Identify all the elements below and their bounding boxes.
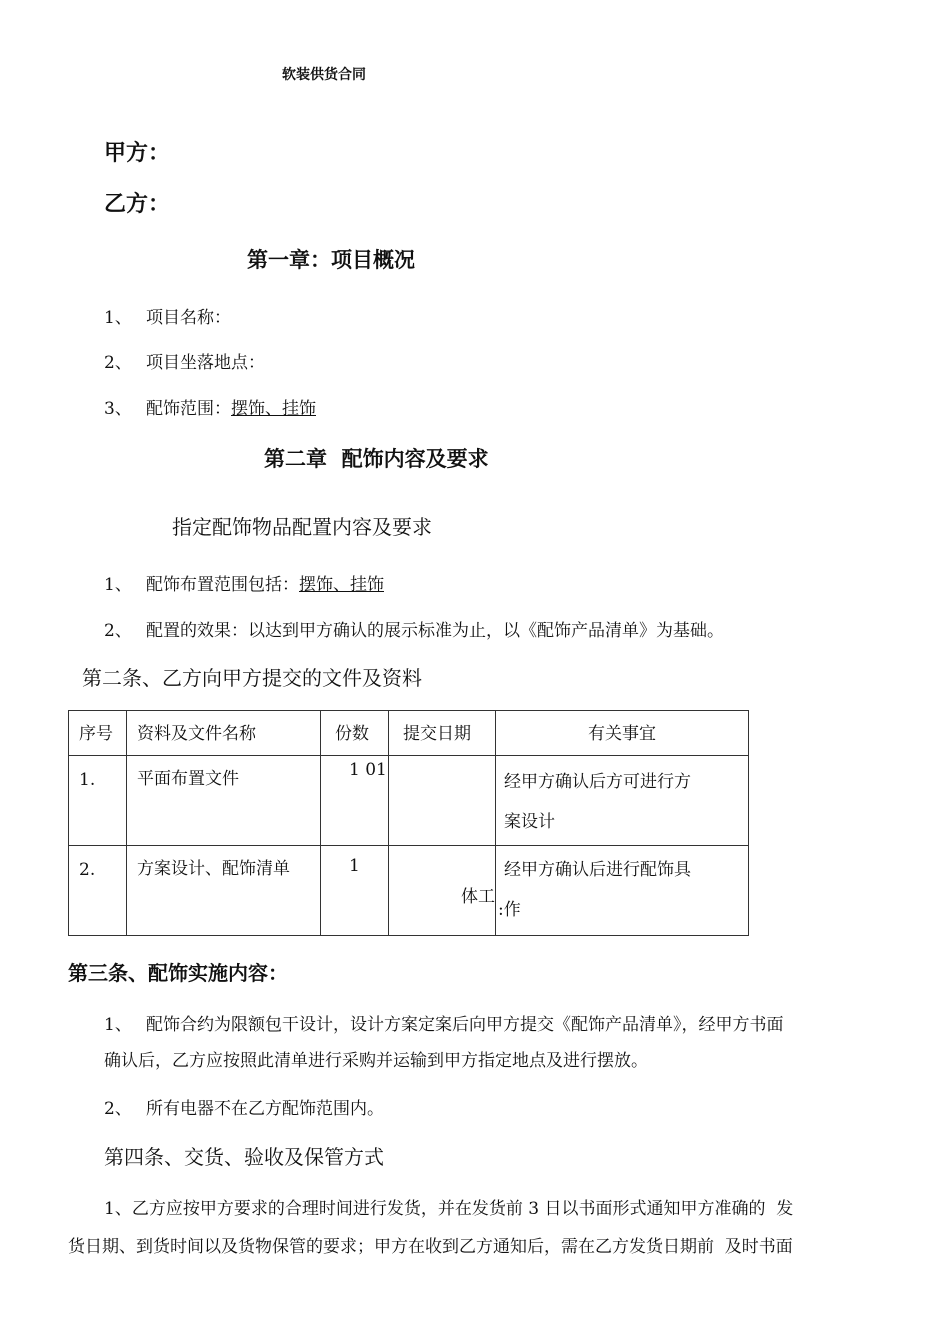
article2-heading: 第二条、乙方向甲方提交的文件及资料 [82, 666, 422, 690]
table-row [69, 846, 749, 936]
document-title: 软装供货合同 [282, 67, 366, 83]
chapter1-item2-label: 项目坐落地点： [146, 353, 265, 373]
chapter2-heading: 第二章 配饰内容及要求 [264, 446, 489, 471]
table-header-row [69, 711, 749, 756]
chapter2-item1-num: 1、 [104, 575, 132, 595]
row1-name: 平面布置文件 [127, 756, 321, 846]
article3-item1-num: 1、 [104, 1015, 132, 1035]
header-cell-date: 提交日期 [389, 711, 496, 756]
row1-date [389, 756, 496, 846]
article3-item2-text: 所有电器不在乙方配饰范围内。 [146, 1099, 384, 1119]
list-item [146, 394, 316, 419]
row2-copies: 1 [321, 846, 389, 936]
article3-item1-line2: 确认后，乙方应按照此清单进行采购并运输到甲方指定地点及进行摆放。 [104, 1051, 648, 1071]
header-cell-no: 序号 [69, 711, 127, 756]
chapter1-item1-num: 1、 [104, 308, 132, 328]
article3-item2-num: 2、 [104, 1099, 132, 1119]
list-item [146, 570, 384, 595]
article3-heading: 第三条、配饰实施内容： [68, 961, 288, 985]
decor-range-value: 摆饰、挂饰 [299, 575, 384, 595]
row1-no: 1. [69, 756, 127, 846]
header-cell-name: 资料及文件名称 [127, 711, 321, 756]
party-b-label: 乙方： [104, 191, 171, 217]
documents-table [68, 710, 749, 936]
chapter2-item1-label: 配饰布置范围包括： [146, 575, 299, 595]
chapter2-subheading: 指定配饰物品配置内容及要求 [172, 515, 432, 539]
chapter1-item3-label: 配饰范围： [146, 399, 231, 419]
chapter2-item2-label: 配置的效果：以达到甲方确认的展示标准为止，以《配饰产品清单》为基础。 [146, 621, 724, 641]
row2-no: 2. [69, 846, 127, 936]
chapter1-item3-num: 3、 [104, 399, 132, 419]
row2-date: 体工 [389, 846, 496, 936]
header-cell-copies: 份数 [321, 711, 389, 756]
article4-heading: 第四条、交货、验收及保管方式 [104, 1145, 384, 1169]
article3-item1-line1: 配饰合约为限额包干设计，设计方案定案后向甲方提交《配饰产品清单》，经甲方书面 [146, 1015, 784, 1035]
decor-scope-value: 摆饰、挂饰 [231, 399, 316, 419]
row2-remark: 经甲方确认后进行配饰具 :作 [496, 846, 749, 936]
chapter2-item2-num: 2、 [104, 621, 132, 641]
chapter1-item1-label: 项目名称： [146, 308, 231, 328]
row2-name: 方案设计、配饰清单 [127, 846, 321, 936]
chapter1-heading: 第一章：项目概况 [247, 247, 415, 272]
header-cell-remark: 有关事宜 [496, 711, 749, 756]
article4-line2: 货日期、到货时间以及货物保管的要求；甲方在收到乙方通知后，需在乙方发货日期前 及时书面 [68, 1237, 793, 1257]
article4-line1: 1、乙方应按甲方要求的合理时间进行发货，并在发货前 3 日以书面形式通知甲方准确的 发 [104, 1199, 794, 1219]
table-row [69, 756, 749, 846]
chapter1-item2-num: 2、 [104, 353, 132, 373]
party-a-label: 甲方： [104, 140, 171, 166]
row1-copies: 1 01 [321, 756, 389, 846]
row1-remark: 经甲方确认后方可进行方 案设计 [496, 756, 749, 846]
